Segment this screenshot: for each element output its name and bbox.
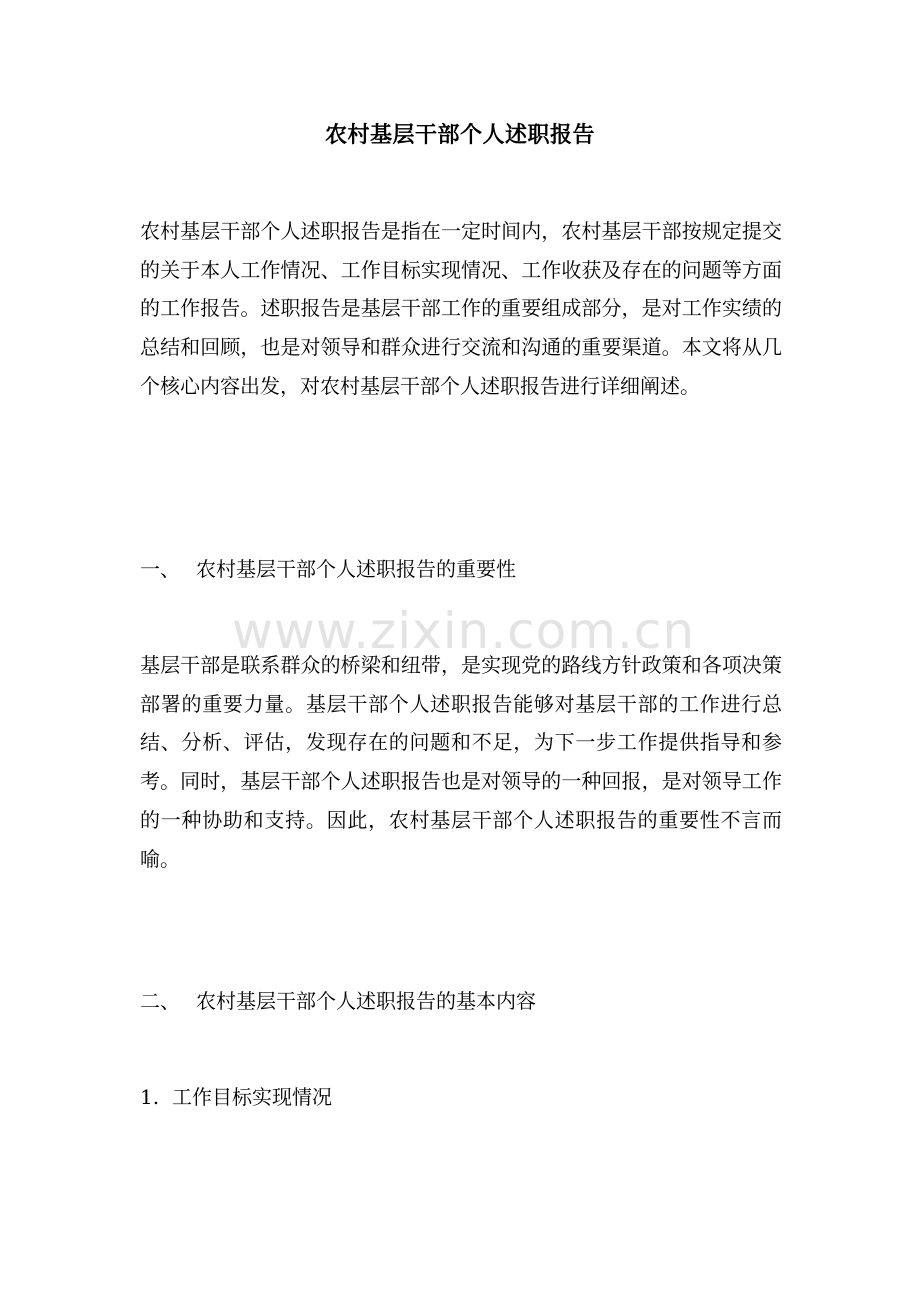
document-title: 农村基层干部个人述职报告 — [324, 122, 595, 148]
watermark: www.zixin.com.cn — [232, 602, 696, 660]
section-number: 二、 — [140, 989, 180, 1013]
subsection-heading-text: 工作目标实现情况 — [172, 1085, 332, 1109]
subsection-number: 1. — [140, 1085, 160, 1109]
section-heading-1 — [140, 553, 516, 585]
section-heading-2 — [140, 985, 536, 1017]
intro-paragraph: 农村基层干部个人述职报告是指在一定时间内，农村基层干部按规定提交的关于本人工作情况、工作目标实现情况、工作收获及存在的问题等方面的工作报告。述职报告是基层干部工作的重要组成部分，是对工作实绩的总结和回顾，也是对领导和群众进行交流和沟通的重要渠道。本文将从几个核心内容出发，对农村基层干部个人述职报告进行详细阐述。 — [140, 219, 782, 398]
section-heading-text: 农村基层干部个人述职报告的基本内容 — [196, 989, 536, 1013]
section-1-paragraph: 基层干部是联系群众的桥梁和纽带，是实现党的路线方针政策和各项决策部署的重要力量。基层干部个人述职报告能够对基层干部的工作进行总结、分析、评估，发现存在的问题和不足，为下一步工作提供指导和参考。同时，基层干部个人述职报告也是对领导的一种回报，是对领导工作的一种协助和支持。因此，农村基层干部个人述职报告的重要性不言而喻。 — [140, 653, 782, 871]
section-heading-text: 农村基层干部个人述职报告的重要性 — [196, 557, 516, 581]
section-number: 一、 — [140, 557, 180, 581]
subsection-heading-1 — [140, 1081, 332, 1113]
